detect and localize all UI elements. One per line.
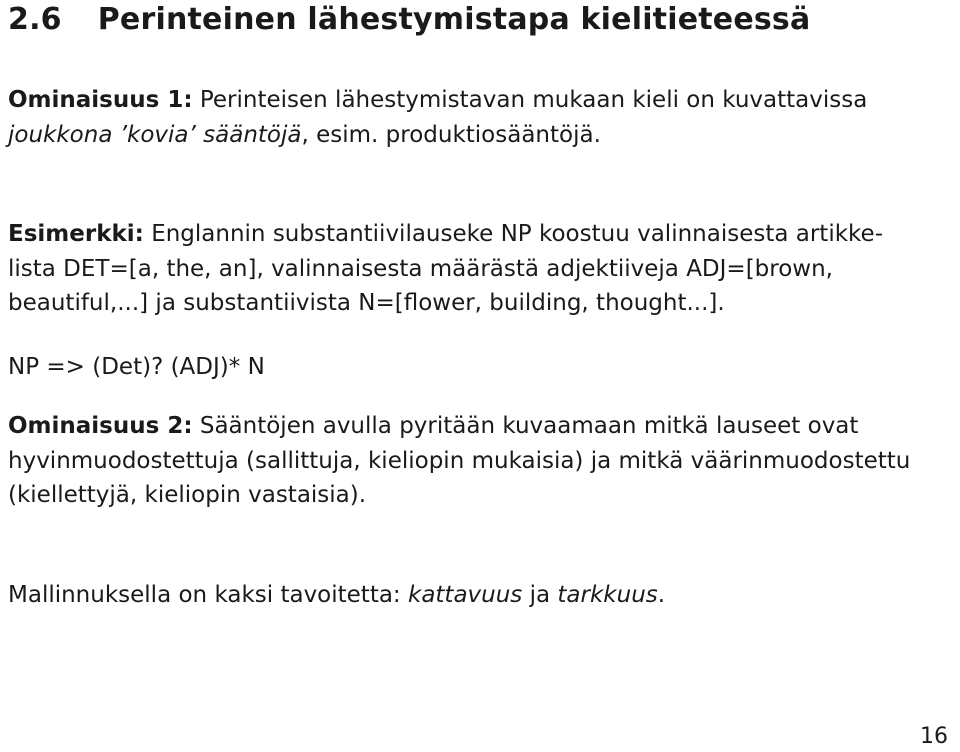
property-1-text-end: , esim. produktiosääntöjä.	[301, 121, 601, 148]
property-2-line-2: hyvinmuodostettuja (sallittuja, kieliopin mukaisia) ja mitkä väärinmuodostettu	[8, 447, 911, 474]
property-1-label: Ominaisuus 1:	[8, 87, 193, 113]
section-number: 2.6	[8, 2, 62, 37]
modeling-precision: tarkkuus	[557, 582, 658, 608]
property-2-label: Ominaisuus 2:	[8, 413, 193, 439]
modeling-paragraph	[8, 578, 952, 613]
section-title: Perinteinen lähestymistapa kielitieteessä	[97, 2, 811, 37]
modeling-text: Mallinnuksella on kaksi tavoitetta:	[8, 582, 408, 608]
example-line-1: Englannin substantiivilauseke NP koostuu valinnaisesta artikke-	[151, 221, 883, 247]
property-2-line-1: Sääntöjen avulla pyritään kuvaamaan mitkä lauseet ovat	[199, 413, 859, 439]
example-label: Esimerkki:	[8, 221, 144, 247]
example-line-3: beautiful,...] ja substantiivista N=[flower, building, thought...].	[8, 290, 725, 316]
property-1-paragraph	[8, 83, 952, 152]
modeling-period: .	[657, 582, 666, 608]
page-number: 16	[920, 724, 948, 749]
property-1-text: Perinteisen lähestymistavan mukaan kieli on kuvattavissa	[199, 87, 868, 113]
property-2-line-3: (kiellettyjä, kieliopin vastaisia).	[8, 482, 367, 508]
property-1-emphasis: joukkona ’kovia’ sääntöjä	[8, 121, 302, 148]
modeling-coverage: kattavuus	[408, 582, 523, 608]
grammar-rule: NP => (Det)? (ADJ)* N	[8, 354, 265, 380]
section-heading	[8, 2, 810, 38]
property-2-paragraph	[8, 409, 952, 513]
example-line-2: lista DET=[a, the, an], valinnaisesta määrästä adjektiiveja ADJ=[brown,	[8, 255, 833, 282]
modeling-conjunction: ja	[522, 582, 558, 608]
example-paragraph	[8, 217, 952, 321]
